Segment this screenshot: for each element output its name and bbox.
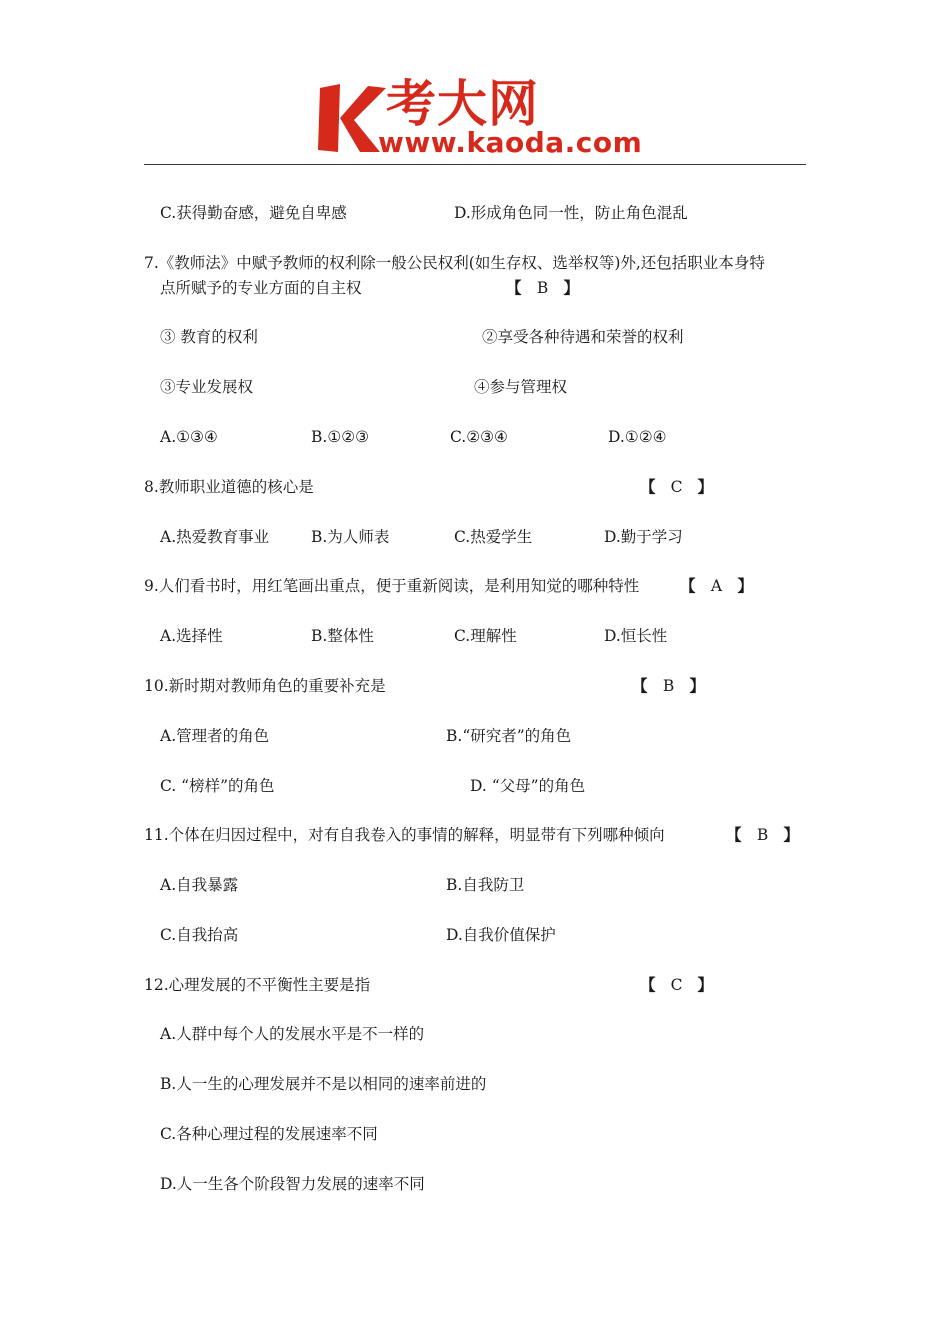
- q7-item-2: ②享受各种待遇和荣誉的权利: [482, 328, 684, 346]
- header-divider: [144, 164, 806, 165]
- q8-option-b: B.为人师表: [311, 528, 390, 546]
- q11-option-a: A.自我暴露: [160, 876, 239, 894]
- q9-option-d: D.恒长性: [604, 627, 668, 645]
- q7-item-1: ③ 教育的权利: [160, 328, 258, 346]
- logo-url: www.kaoda.com: [378, 126, 643, 159]
- q7-option-c: C.②③④: [450, 428, 508, 446]
- q6-option-d: D.形成角色同一性，防止角色混乱: [454, 204, 688, 222]
- q12-option-a: A.人群中每个人的发展水平是不一样的: [160, 1025, 425, 1043]
- q11-answer: 【 B 】: [726, 825, 800, 844]
- q10-answer-letter: B: [662, 677, 675, 695]
- q12-stem: 12.心理发展的不平衡性主要是指: [144, 976, 371, 994]
- q11-option-d: D.自我价值保护: [446, 926, 556, 944]
- kaoda-logo: [318, 75, 648, 162]
- q7-stem-line1: 7.《教师法》中赋予教师的权利除一般公民权利(如生存权、选举权等)外,还包括职业本身特: [144, 254, 765, 272]
- q8-stem: 8.教师职业道德的核心是: [144, 478, 314, 496]
- q7-stem-line2: 点所赋予的专业方面的自主权: [160, 279, 362, 297]
- q7-option-d: D.①②④: [608, 428, 667, 446]
- q8-option-c: C.热爱学生: [454, 528, 533, 546]
- q9-stem: 9.人们看书时，用红笔画出重点，便于重新阅读，是利用知觉的哪种特性: [144, 577, 640, 595]
- q12-option-c: C.各种心理过程的发展速率不同: [160, 1125, 378, 1143]
- q7-answer: 【 B 】: [506, 278, 580, 297]
- q10-option-b: B.“研究者”的角色: [446, 727, 572, 745]
- q9-answer: 【 A 】: [680, 576, 754, 595]
- q8-option-d: D.勤于学习: [604, 528, 683, 546]
- logo-title: 考大网: [386, 75, 539, 133]
- q12-answer: 【 C 】: [640, 975, 714, 994]
- q8-answer-letter: C: [670, 478, 683, 496]
- q9-option-a: A.选择性: [160, 627, 223, 645]
- q7-option-b: B.①②③: [311, 428, 370, 446]
- q10-option-a: A.管理者的角色: [160, 727, 270, 745]
- q12-answer-letter: C: [670, 976, 683, 994]
- q12-option-d: D.人一生各个阶段智力发展的速率不同: [160, 1175, 425, 1193]
- q7-option-a: A.①③④: [160, 428, 218, 446]
- q11-option-b: B.自我防卫: [446, 876, 525, 894]
- q9-option-c: C.理解性: [454, 627, 517, 645]
- q7-answer-letter: B: [536, 279, 549, 297]
- q10-stem: 10.新时期对教师角色的重要补充是: [144, 677, 386, 695]
- q7-item-4: ④参与管理权: [474, 378, 568, 396]
- q9-answer-letter: A: [710, 577, 723, 595]
- q6-option-c: C.获得勤奋感，避免自卑感: [160, 204, 347, 222]
- q8-answer: 【 C 】: [640, 477, 714, 496]
- q11-option-c: C.自我抬高: [160, 926, 239, 944]
- q12-option-b: B.人一生的心理发展并不是以相同的速率前进的: [160, 1075, 487, 1093]
- q10-answer: 【 B 】: [632, 676, 706, 695]
- q9-option-b: B.整体性: [311, 627, 374, 645]
- q10-option-d: D. “父母”的角色: [470, 777, 586, 795]
- q11-stem: 11.个体在归因过程中，对有自我卷入的事情的解释，明显带有下列哪种倾向: [144, 826, 665, 844]
- q11-answer-letter: B: [756, 826, 769, 844]
- q8-option-a: A.热爱教育事业: [160, 528, 270, 546]
- q10-option-c: C. “榜样”的角色: [160, 777, 275, 795]
- q7-item-3: ③专业发展权: [160, 378, 254, 396]
